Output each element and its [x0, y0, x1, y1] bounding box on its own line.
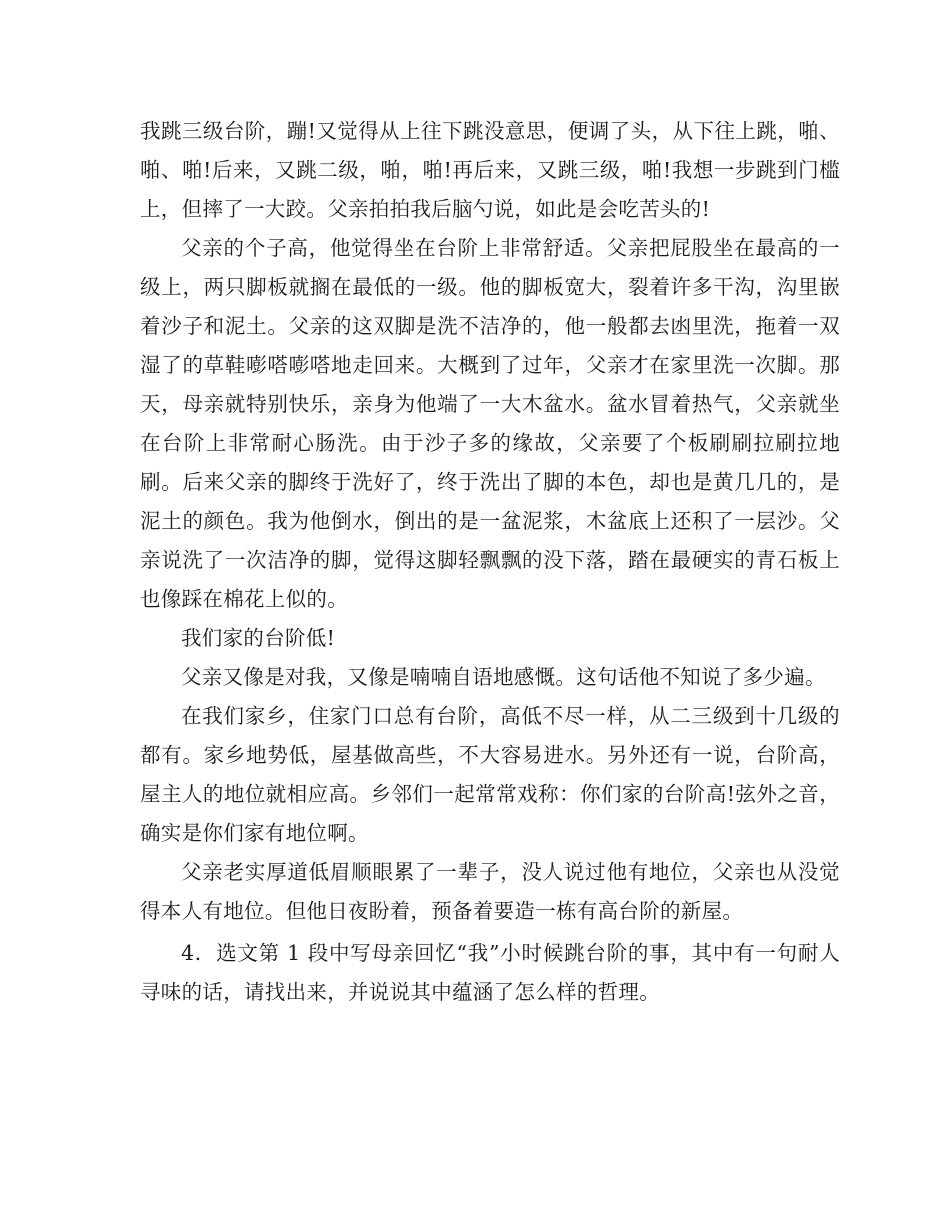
- question-4: 4．选文第 1 段中写母亲回忆“我”小时候跳台阶的事，其中有一句耐人寻味的话，请找出来，并说说其中蕴涵了怎么样的哲理。: [140, 941, 840, 1004]
- paragraph-father-washing-feet: 父亲的个子高，他觉得坐在台阶上非常舒适。父亲把屁股坐在最高的一级上，两只脚板就搁在最低的一级。他的脚板宽大，裂着许多干沟，沟里嵌着沙子和泥土。父亲的这双脚是洗不洁净的，他一般都去凼里洗，拖着一双湿了的草鞋嘭嗒嘭嗒地走回来。大概到了过年，父亲才在家里洗一次脚。那天，母亲就特别快乐，亲身为他端了一大木盆水。盆水冒着热气，父亲就坐在台阶上非常耐心肠洗。由于沙子多的缘故，父亲要了个板刷刷拉刷拉地刷。后来父亲的脚终于洗好了，终于洗出了脚的本色，却也是黄几几的，是泥土的颜色。我为他倒水，倒出的是一盆泥浆，木盆底上还积了一层沙。父亲说洗了一次洁净的脚，觉得这脚轻飘飘的没下落，踏在最硬实的青石板上也像踩在棉花上似的。: [140, 236, 840, 611]
- paragraph-story-jumping-steps: 我跳三级台阶，蹦!又觉得从上往下跳没意思，便调了头，从下往上跳，啪、啪、啪!后来，又跳二级，啪，啪!再后来，又跳三级，啪!我想一步跳到门槛上，但摔了一大跤。父亲拍拍我后脑勺说，如此是会吃苦头的!: [140, 119, 840, 221]
- paragraph-low-steps-exclamation: 我们家的台阶低!: [181, 626, 336, 650]
- paragraph-father-sigh: 父亲又像是对我，又像是喃喃自语地感慨。这句话他不知说了多少遍。: [181, 665, 826, 689]
- paragraph-hometown-steps: 在我们家乡，住家门口总有台阶，高低不尽一样，从二三级到十几级的都有。家乡地势低，屋基做高些，不大容易进水。另外还有一说，台阶高，屋主人的地位就相应高。乡邻们一起常常戏称：你们家的台阶高!弦外之音，确实是你们家有地位啊。: [140, 704, 840, 845]
- document-body: [140, 112, 840, 1012]
- paragraph-father-hope: 父亲老实厚道低眉顺眼累了一辈子，没人说过他有地位，父亲也从没觉得本人有地位。但他日夜盼着，预备着要造一栋有高台阶的新屋。: [140, 860, 840, 923]
